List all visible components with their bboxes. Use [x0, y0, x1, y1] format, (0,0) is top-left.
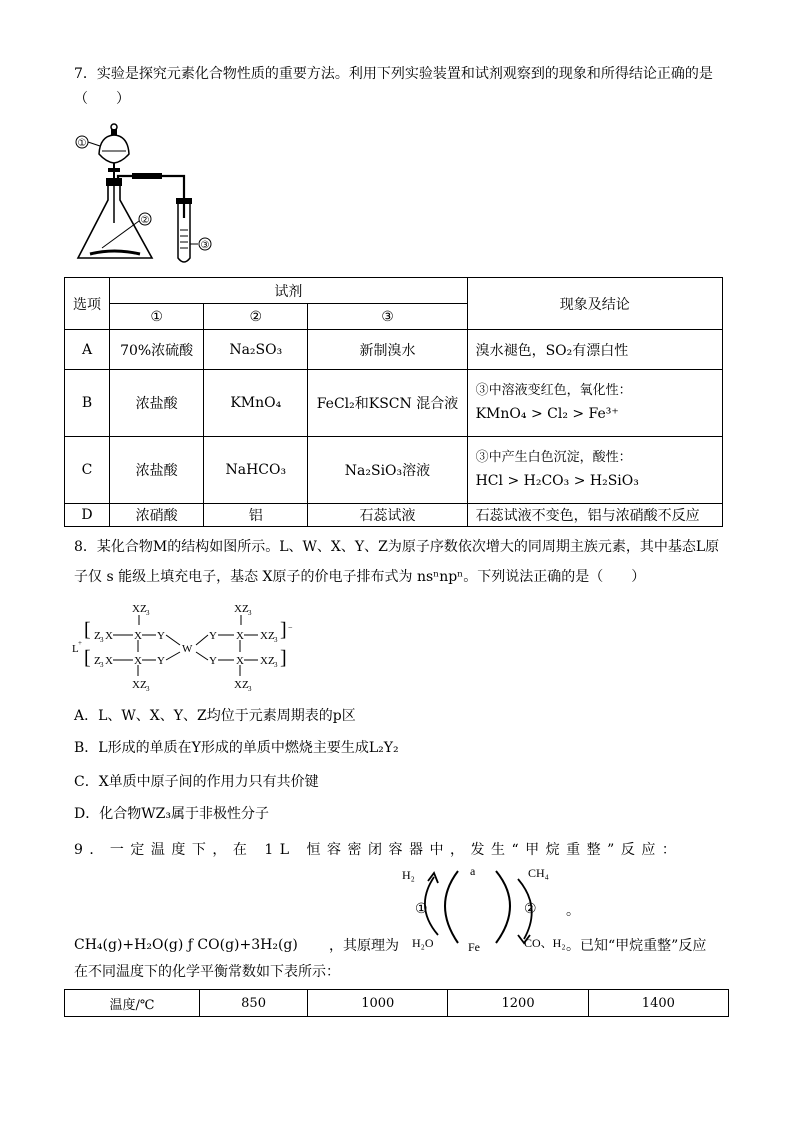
- diagram-label-ch4: CH₄: [528, 866, 549, 880]
- row-option: B: [65, 370, 110, 437]
- conclusion: [467, 437, 722, 504]
- reagent-1: 浓硝酸: [110, 504, 204, 527]
- q9-equation: CH₄(g)+H₂O(g) ƒ CO(g)+3H₂(g): [74, 937, 298, 953]
- svg-text:[: [: [84, 619, 91, 641]
- reagent-2: NaHCO₃: [204, 437, 308, 504]
- svg-text:Y: Y: [209, 630, 217, 642]
- conclusion: 石蕊试液不变色，铝与浓硝酸不反应: [467, 504, 722, 527]
- svg-text:Y: Y: [157, 655, 165, 667]
- q8-stem-line-1: 8．某化合物M的结构如图所示。L、W、X、Y、Z为原子序数依次增大的同周期主族元素，其中基态L原: [74, 539, 720, 555]
- svg-text:X: X: [236, 630, 244, 642]
- q7-answer-paren: （ ）: [74, 91, 130, 107]
- svg-text:Y: Y: [157, 630, 165, 642]
- conclusion-line-2: HCl > H₂CO₃ > H₂SiO₃: [475, 473, 639, 489]
- q9-stem-line-3: 在不同温度下的化学平衡常数如下表所示：: [74, 964, 340, 980]
- reagent-1: 70%浓硫酸: [110, 330, 204, 370]
- row-option: D: [65, 504, 110, 527]
- svg-text:3: 3: [248, 609, 252, 617]
- q9-stem-line-1: 9．一定温度下，在 1L 恒容密闭容器中，发生“甲烷重整”反应：: [74, 842, 683, 858]
- reagent-2: Na₂SO₃: [204, 330, 308, 370]
- table-row: [65, 370, 723, 437]
- q7-stem: 7．实验是探究元素化合物性质的重要方法。利用下列实验装置和试剂观察到的现象和所得结论正确的是: [74, 66, 713, 82]
- lab-apparatus-figure: [72, 118, 222, 268]
- svg-text:X: X: [105, 655, 113, 667]
- svg-text:3: 3: [100, 636, 104, 644]
- svg-text:L: L: [72, 643, 79, 655]
- svg-text:Z: Z: [94, 655, 101, 667]
- svg-text:3: 3: [146, 685, 150, 693]
- compound-m-structure: [72, 600, 302, 695]
- svg-text:X: X: [134, 655, 142, 667]
- svg-text:]: ]: [280, 619, 287, 641]
- svg-text:X: X: [105, 630, 113, 642]
- reagent-3: 石蕊试液: [308, 504, 467, 527]
- svg-text:XZ: XZ: [234, 603, 249, 615]
- svg-text:+: +: [78, 639, 82, 647]
- svg-text:−: −: [288, 623, 293, 632]
- q9-mechanism-intro: ，其原理为: [329, 938, 399, 954]
- q9-dot: 。: [566, 903, 580, 919]
- q9-temperature-table: [64, 989, 729, 1017]
- temp-cell: 1400: [588, 990, 728, 1017]
- header-conclusion: 现象及结论: [467, 278, 722, 330]
- svg-text:X: X: [134, 630, 142, 642]
- temp-cell: 1200: [448, 990, 588, 1017]
- q9-after-diagram: 。已知“甲烷重整”反应: [566, 938, 707, 954]
- diagram-label-h2o: H₂O: [412, 936, 434, 950]
- svg-text:3: 3: [146, 609, 150, 617]
- conclusion-line-1: ③中溶液变红色，氧化性：: [475, 383, 632, 398]
- svg-text:Y: Y: [209, 655, 217, 667]
- row-option: C: [65, 437, 110, 504]
- diagram-step-2: ②: [524, 902, 537, 917]
- sub-header-1: ①: [110, 304, 204, 330]
- reagent-3: Na₂SiO₃溶液: [308, 437, 467, 504]
- table-row: [65, 990, 729, 1017]
- svg-text:[: [: [84, 647, 91, 669]
- svg-text:W: W: [182, 643, 193, 655]
- svg-text:3: 3: [100, 661, 104, 669]
- apparatus-label-1: ①: [77, 138, 87, 149]
- svg-text:3: 3: [248, 685, 252, 693]
- temp-cell: 850: [200, 990, 308, 1017]
- sub-header-3: ③: [308, 304, 467, 330]
- methane-reforming-mechanism: [400, 863, 590, 953]
- reagent-1: 浓盐酸: [110, 437, 204, 504]
- svg-text:X: X: [236, 655, 244, 667]
- reagent-3: FeCl₂和KSCN 混合液: [308, 370, 467, 437]
- svg-text:XZ: XZ: [132, 603, 147, 615]
- conclusion-line-1: ③中产生白色沉淀，酸性：: [475, 450, 632, 465]
- svg-text:XZ: XZ: [132, 679, 147, 691]
- q7-reagent-table: [64, 277, 723, 527]
- conclusion: 溴水褪色，SO₂有漂白性: [467, 330, 722, 370]
- q8-option-d: D．化合物WZ₃属于非极性分子: [74, 806, 269, 822]
- sub-header-2: ②: [204, 304, 308, 330]
- table-row: [65, 330, 723, 370]
- row-option: A: [65, 330, 110, 370]
- diagram-label-h2: H₂: [402, 868, 415, 882]
- diagram-label-fe: Fe: [468, 940, 480, 953]
- header-reagent: 试剂: [110, 278, 468, 304]
- q8-option-c: C．X单质中原子间的作用力只有共价键: [74, 774, 319, 790]
- svg-text:Z: Z: [94, 630, 101, 642]
- svg-text:XZ: XZ: [260, 655, 275, 667]
- reagent-3: 新制溴水: [308, 330, 467, 370]
- svg-text:3: 3: [274, 636, 278, 644]
- header-option: 选项: [65, 278, 110, 330]
- svg-text:]: ]: [280, 647, 287, 669]
- q8-option-a: A．L、W、X、Y、Z均位于元素周期表的p区: [74, 708, 356, 724]
- reagent-1: 浓盐酸: [110, 370, 204, 437]
- q8-option-b: B．L形成的单质在Y形成的单质中燃烧主要生成L₂Y₂: [74, 740, 399, 756]
- table-row: [65, 437, 723, 504]
- table-row: [65, 504, 723, 527]
- reagent-2: 铝: [204, 504, 308, 527]
- reagent-2: KMnO₄: [204, 370, 308, 437]
- q8-stem-line-2: 子仅 s 能级上填充电子，基态 X原子的价电子排布式为 nsⁿnpⁿ。下列说法正确的是（ ）: [74, 569, 646, 585]
- temp-header: 温度/℃: [65, 990, 200, 1017]
- diagram-step-1: ①: [415, 902, 428, 917]
- temp-cell: 1000: [308, 990, 448, 1017]
- conclusion-line-2: KMnO₄ > Cl₂ > Fe³⁺: [475, 406, 619, 422]
- conclusion: [467, 370, 722, 437]
- svg-text:3: 3: [274, 661, 278, 669]
- svg-text:XZ: XZ: [234, 679, 249, 691]
- diagram-label-products: CO、H₂: [524, 936, 566, 950]
- svg-text:XZ: XZ: [260, 630, 275, 642]
- svg-text:②: ②: [140, 215, 150, 226]
- diagram-label-a: a: [470, 864, 476, 878]
- svg-text:③: ③: [200, 240, 210, 251]
